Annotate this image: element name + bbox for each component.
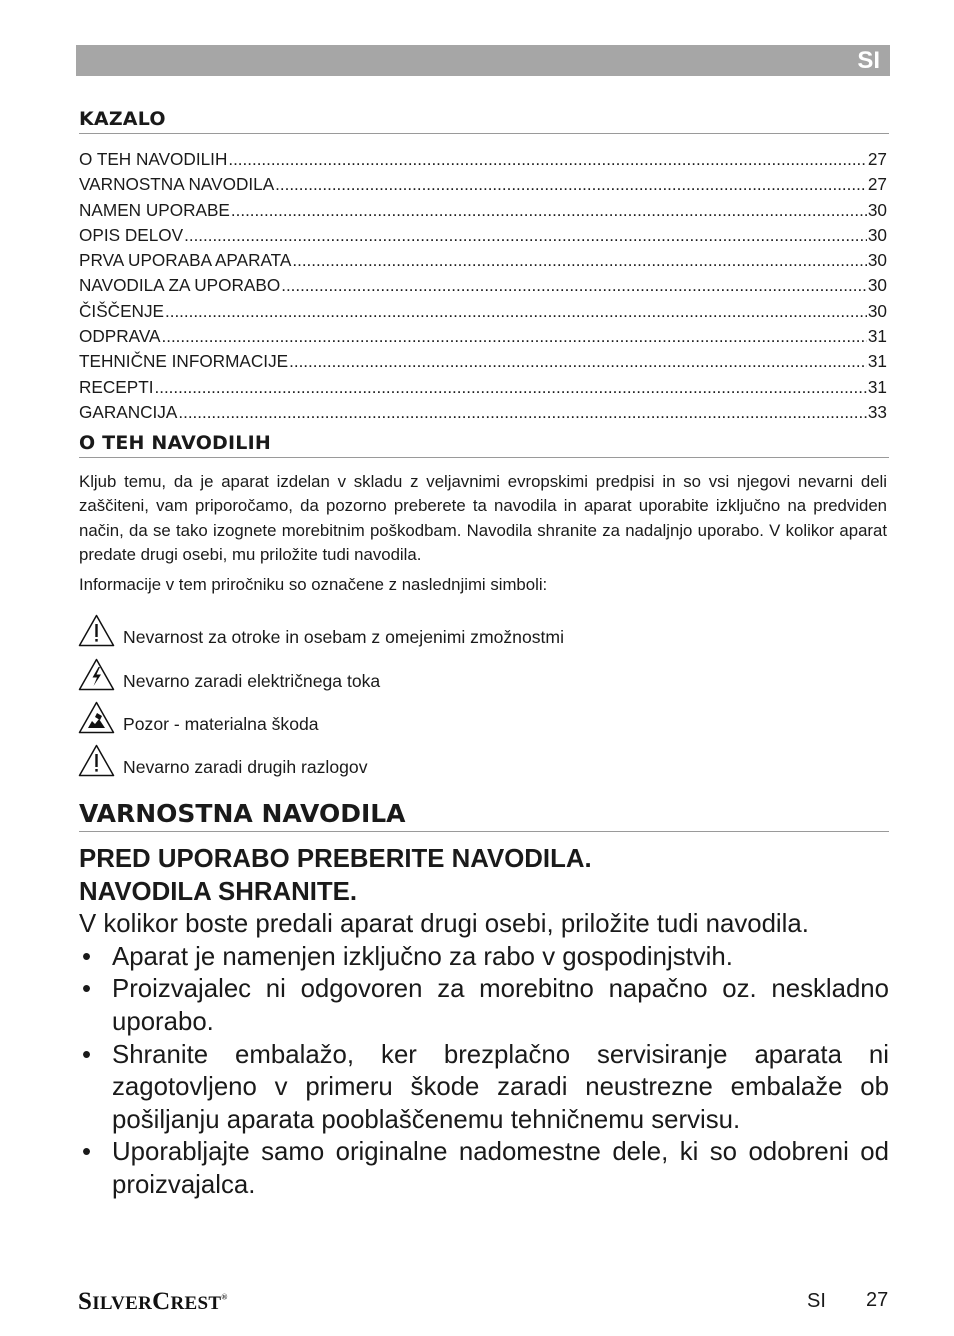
brand-logo-part: S: [78, 1288, 93, 1315]
symbol-legend: [78, 604, 564, 777]
symbol-item: [78, 734, 564, 777]
toc-entry-label: ČIŠČENJE: [79, 300, 164, 321]
page-number: 27: [866, 1289, 889, 1311]
toc-leader-dots: [178, 400, 867, 425]
table-of-contents: [79, 147, 887, 425]
toc-entry: [79, 248, 887, 273]
safety-bold-line: NAVODILA SHRANITE.: [79, 877, 358, 906]
toc-entry-page: 30: [867, 224, 887, 245]
warning-exclamation-icon: [78, 614, 115, 647]
material-damage-icon: [78, 701, 115, 734]
toc-entry-label: VARNOSTNA NAVODILA: [79, 174, 275, 195]
brand-logo-part: REST: [170, 1293, 222, 1314]
footer-language: SI: [807, 1290, 826, 1312]
toc-leader-dots: [289, 349, 867, 374]
symbol-text: Nevarno zaradi električnega toka: [123, 670, 381, 691]
symbols-intro: Informacije v tem priročniku so označene z naslednjimi simboli:: [79, 575, 548, 594]
symbol-text: Nevarnost za otroke in osebam z omejenimi zmožnostmi: [123, 627, 564, 648]
list-item: • Proizvajalec ni odgovoren za morebitno napačno oz. neskladno uporabo.: [79, 973, 889, 1038]
list-item: • Aparat je namenjen izključno za rabo v gospodinjstvih.: [79, 941, 889, 974]
toc-leader-dots: [184, 223, 867, 248]
electric-hazard-icon: [78, 658, 115, 691]
toc-leader-dots: [231, 198, 867, 223]
safety-title: VARNOSTNA NAVODILA: [79, 799, 889, 832]
toc-entry-label: ODPRAVA: [79, 326, 161, 347]
symbol-text: Nevarno zaradi drugih razlogov: [123, 757, 368, 778]
toc-entry-page: 30: [867, 199, 887, 220]
toc-entry-label: NAVODILA ZA UPORABO: [79, 275, 281, 296]
safety-content: [79, 843, 889, 1202]
toc-entry: [79, 223, 887, 248]
toc-leader-dots: [292, 248, 867, 273]
brand-logo-part: ILVER: [92, 1293, 153, 1314]
toc-entry-label: RECEPTI: [79, 376, 154, 397]
toc-entry-label: PRVA UPORABA APARATA: [79, 250, 292, 271]
toc-entry-page: 27: [867, 174, 887, 195]
toc-entry-page: 31: [867, 351, 887, 372]
toc-entry: [79, 375, 887, 400]
about-paragraph: Kljub temu, da je aparat izdelan v skladu z veljavnimi evropskimi predpisi in so vsi njegovi nevarni deli zaščiteni, vam priporočamo, da pozorno preberete ta navodila in aparat uporabite izključno na predviden način, da se tako izognete morebitnim poškodbam. Navodila shranite za nadaljnjo uporabo. V kolikor aparat predate drugi osebi, mu priložite tudi navodila.: [79, 472, 887, 564]
symbol-item: [78, 604, 564, 647]
toc-entry-label: GARANCIJA: [79, 401, 178, 422]
toc-entry-page: 31: [867, 326, 887, 347]
toc-leader-dots: [162, 324, 867, 349]
language-bar: [76, 45, 890, 76]
toc-entry: [79, 198, 887, 223]
brand-logo: [78, 1288, 228, 1316]
toc-leader-dots: [275, 172, 867, 197]
brand-logo-mark: ®: [221, 1292, 228, 1302]
toc-entry-page: 33: [867, 401, 887, 422]
safety-bold-line: PRED UPORABO PREBERITE NAVODILA.: [79, 845, 592, 873]
toc-entry: [79, 172, 887, 197]
toc-entry-page: 30: [867, 300, 887, 321]
list-item: • Shranite embalažo, ker brezplačno servisiranje aparata ni zagotovljeno v primeru škode zaradi neustrezne embalaže ob pošiljanju aparata pooblaščenemu tehničnemu servisu.: [79, 1039, 889, 1137]
toc-leader-dots: [165, 299, 867, 324]
toc-entry-page: 31: [867, 376, 887, 397]
safety-bullet-list: [79, 941, 889, 1202]
safety-intro: V kolikor boste predali aparat drugi osebi, priložite tudi navodila.: [79, 910, 809, 939]
warning-exclamation-icon: [78, 744, 115, 777]
toc-entry-label: TEHNIČNE INFORMACIJE: [79, 351, 289, 372]
toc-leader-dots: [281, 273, 867, 298]
toc-entry-page: 27: [867, 149, 887, 169]
list-item: • Uporabljajte samo originalne nadomestne dele, ki so odobreni od proizvajalca.: [79, 1136, 889, 1201]
toc-entry: [79, 299, 887, 324]
toc-entry: [79, 400, 887, 425]
brand-logo-part: C: [152, 1288, 171, 1315]
toc-entry-page: 30: [867, 275, 887, 296]
about-title: O TEH NAVODILIH: [79, 432, 889, 458]
toc-leader-dots: [228, 147, 867, 172]
toc-entry: [79, 324, 887, 349]
toc-entry-label: OPIS DELOV: [79, 224, 184, 245]
toc-entry-label: NAMEN UPORABE: [79, 199, 230, 220]
toc-entry-page: 30: [867, 250, 887, 271]
toc-entry: [79, 349, 887, 374]
language-code: SI: [857, 47, 880, 74]
toc-title: KAZALO: [79, 108, 889, 134]
symbol-item: [78, 691, 564, 734]
toc-entry: [79, 273, 887, 298]
symbol-item: [78, 647, 564, 690]
toc-leader-dots: [155, 375, 867, 400]
toc-entry: [79, 147, 887, 172]
symbol-text: Pozor - materialna škoda: [123, 713, 319, 734]
toc-entry-label: O TEH NAVODILIH: [79, 149, 228, 169]
